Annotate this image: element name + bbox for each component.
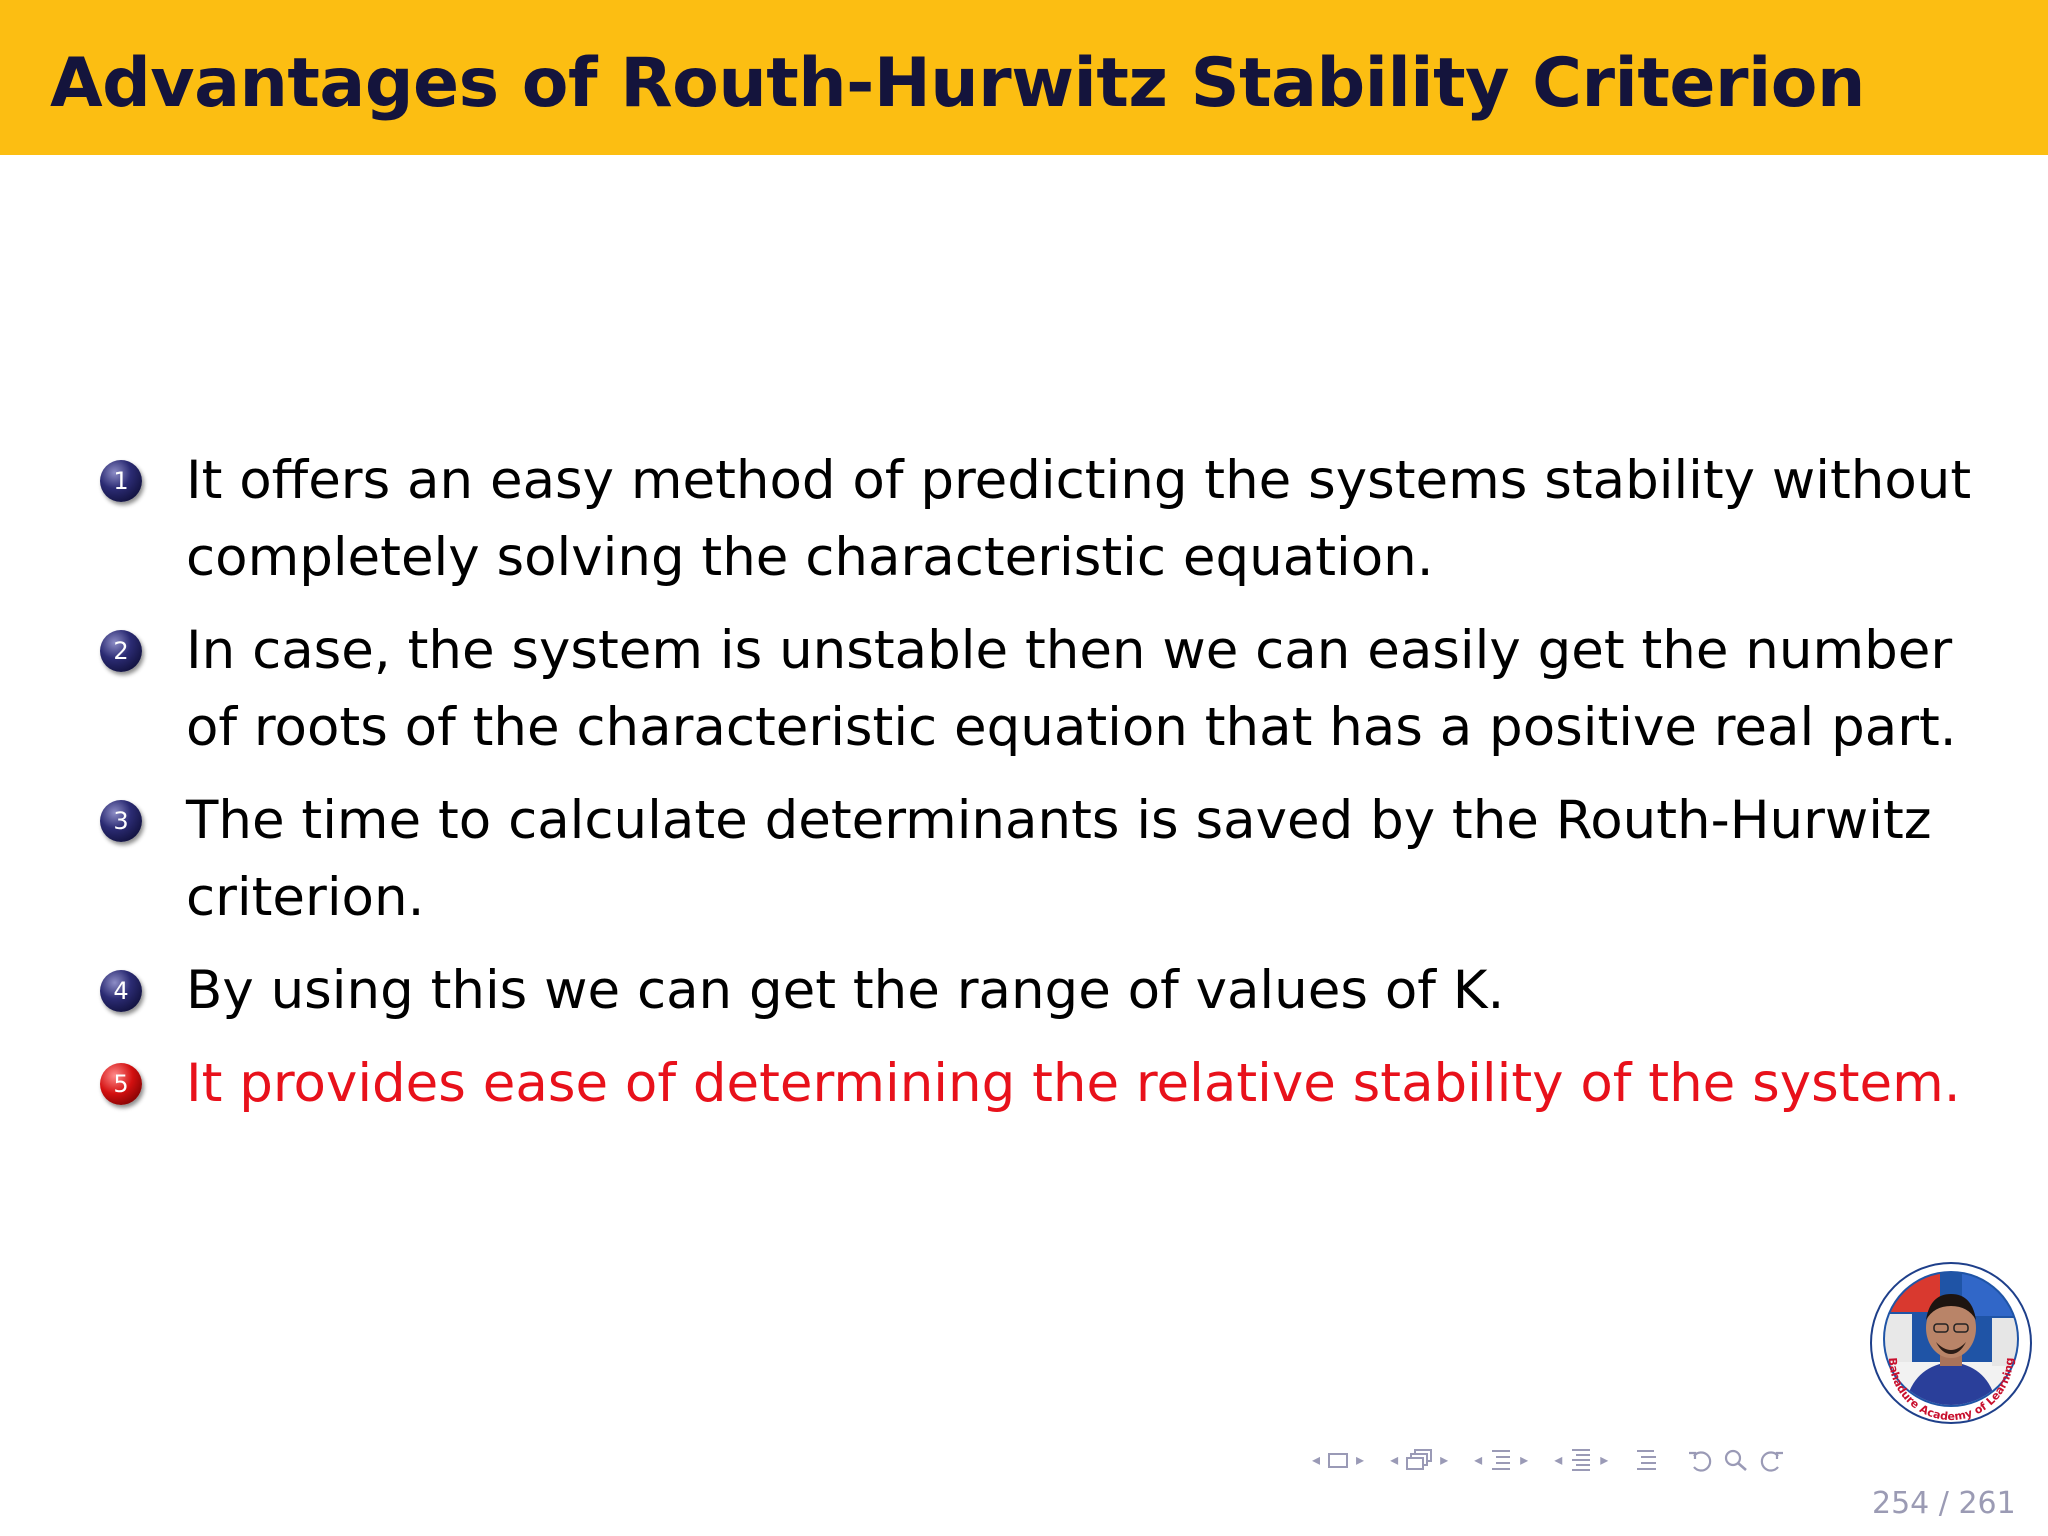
triangle-right-icon[interactable]: ▸ xyxy=(1356,1450,1365,1469)
toc-icon[interactable] xyxy=(1634,1447,1660,1473)
list-item xyxy=(100,442,2000,596)
triangle-right-icon[interactable]: ▸ xyxy=(1440,1450,1449,1469)
advantages-list xyxy=(100,442,2000,1138)
triangle-right-icon[interactable]: ▸ xyxy=(1520,1450,1529,1469)
academy-logo xyxy=(1870,1262,2032,1424)
triangle-right-icon[interactable]: ▸ xyxy=(1600,1450,1609,1469)
triangle-left-icon[interactable]: ◂ xyxy=(1554,1450,1563,1469)
toc-nav[interactable] xyxy=(1634,1447,1660,1473)
list-item-highlighted xyxy=(100,1045,2000,1122)
list-item-text: It offers an easy method of predicting the systems stability without completely solving the characteristic equation. xyxy=(186,450,1972,588)
section-nav-icon[interactable] xyxy=(1568,1447,1594,1473)
undo-icon[interactable] xyxy=(1686,1447,1716,1473)
bullet-ball-icon: 2 xyxy=(100,630,142,672)
search-icon[interactable] xyxy=(1722,1447,1750,1473)
slide-group-nav[interactable] xyxy=(1390,1448,1448,1472)
section-nav-icon[interactable] xyxy=(1488,1447,1514,1473)
list-item-text: It provides ease of determining the relative stability of the system. xyxy=(186,1053,1961,1114)
frame-nav-icon[interactable] xyxy=(1326,1450,1350,1470)
bullet-ball-icon: 5 xyxy=(100,1063,142,1105)
triangle-left-icon[interactable]: ◂ xyxy=(1474,1450,1483,1469)
list-item-text: By using this we can get the range of values of K. xyxy=(186,960,1505,1021)
subsection-nav-icon[interactable] xyxy=(1404,1448,1434,1472)
slide-title: Advantages of Routh-Hurwitz Stability Criterion xyxy=(50,44,1865,123)
triangle-left-icon[interactable]: ◂ xyxy=(1390,1450,1399,1469)
bullet-ball-icon: 1 xyxy=(100,460,142,502)
beamer-navigation xyxy=(1312,1440,1808,1480)
list-item-text: In case, the system is unstable then we can easily get the number of roots of the characteristic equation that has a positive real part. xyxy=(186,620,1957,758)
bullet-ball-icon: 3 xyxy=(100,800,142,842)
section-nav[interactable] xyxy=(1554,1447,1608,1473)
list-item xyxy=(100,612,2000,766)
bullet-ball-icon: 4 xyxy=(100,970,142,1012)
list-item-text: The time to calculate determinants is saved by the Routh-Hurwitz criterion. xyxy=(186,790,1932,928)
subsection-nav[interactable] xyxy=(1474,1447,1528,1473)
page-counter: 254 / 261 xyxy=(1872,1486,2016,1521)
list-item xyxy=(100,782,2000,936)
frame-nav[interactable] xyxy=(1312,1450,1364,1470)
redo-icon[interactable] xyxy=(1756,1447,1786,1473)
triangle-left-icon[interactable]: ◂ xyxy=(1312,1450,1321,1469)
list-item xyxy=(100,952,2000,1029)
logo-text: Bahadure Academy of Learning xyxy=(1885,1357,2017,1424)
history-search-nav[interactable] xyxy=(1686,1447,1786,1473)
title-bar xyxy=(0,0,2048,155)
